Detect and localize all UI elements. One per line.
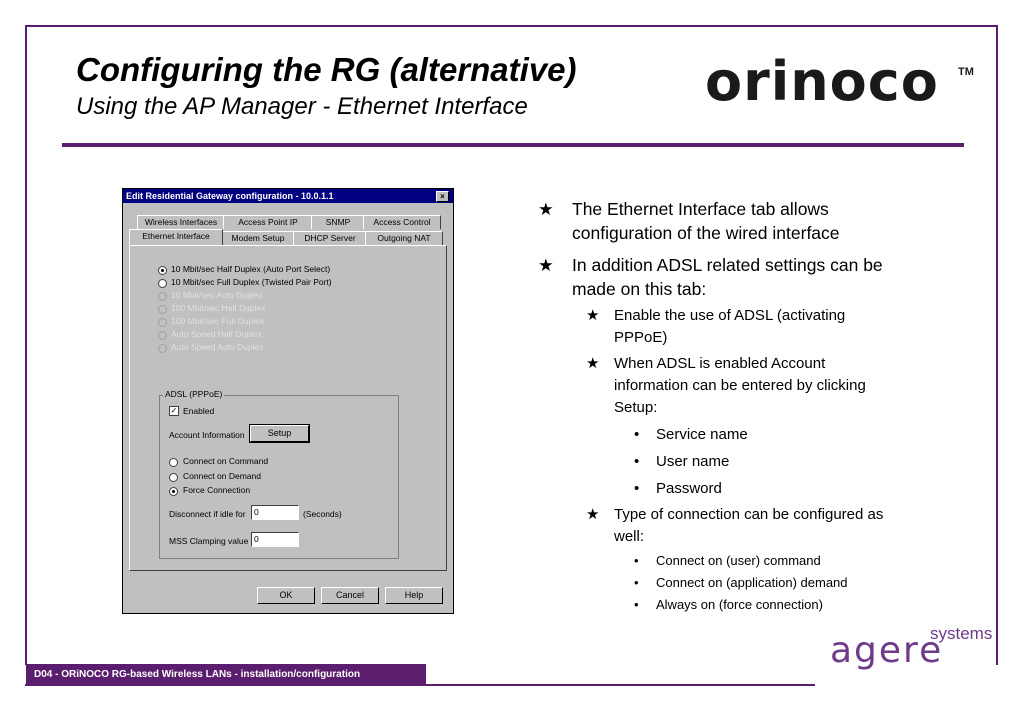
bullet-text: configuration of the wired interface xyxy=(572,223,840,243)
bullet-text: PPPoE) xyxy=(614,329,668,346)
bullet-text: Connect on (application) demand xyxy=(656,575,848,590)
dot-bullet-icon: • xyxy=(634,480,640,497)
dialog-title: Edit Residential Gateway configuration - 10.0.1.1 xyxy=(126,191,334,201)
tab-wireless-interfaces[interactable]: Wireless Interfaces xyxy=(137,215,225,229)
tab-access-control[interactable]: Access Control xyxy=(363,215,441,229)
speed-radio-2[interactable] xyxy=(158,279,167,288)
speed-option-2: 10 Mbit/sec Full Duplex (Twisted Pair Port) xyxy=(171,277,332,287)
dot-bullet-icon: • xyxy=(634,426,640,443)
trademark-mark: TM xyxy=(958,66,974,78)
speed-radio-3 xyxy=(158,292,167,301)
bullet-text: information can be entered by clicking xyxy=(614,377,866,394)
bullet-text: made on this tab: xyxy=(572,279,707,299)
tab-modem-setup[interactable]: Modem Setup xyxy=(221,231,295,245)
speed-option-6: Auto Speed Half Duplex xyxy=(171,329,262,339)
rg-config-dialog xyxy=(122,188,454,614)
bullet-text: In addition ADSL related settings can be xyxy=(572,255,883,275)
agere-logo xyxy=(830,624,1005,693)
enabled-label: Enabled xyxy=(183,406,215,416)
ok-button[interactable]: OK xyxy=(257,587,315,604)
speed-radio-4 xyxy=(158,305,167,314)
adsl-group-label: ADSL (PPPoE) xyxy=(165,389,223,399)
force-connection-radio[interactable] xyxy=(169,487,178,496)
idle-label: Disconnect if idle for xyxy=(169,509,246,519)
title-rule xyxy=(62,143,964,147)
connect-demand-label: Connect on Demand xyxy=(183,471,261,481)
bullet-text: Enable the use of ADSL (activating xyxy=(614,307,846,324)
speed-radio-1[interactable] xyxy=(158,266,167,275)
idle-input[interactable]: 0 xyxy=(251,505,299,520)
star-bullet-icon: ★ xyxy=(538,255,554,275)
speed-radio-6 xyxy=(158,331,167,340)
mss-label: MSS Clamping value xyxy=(169,536,249,546)
dot-bullet-icon: • xyxy=(634,553,639,568)
bullet-text: When ADSL is enabled Account xyxy=(614,355,826,372)
bullet-text: The Ethernet Interface tab allows xyxy=(572,199,829,219)
close-icon[interactable]: × xyxy=(436,191,449,202)
tab-dhcp-server[interactable]: DHCP Server xyxy=(293,231,367,245)
slide-title: Configuring the RG (alternative) xyxy=(76,51,577,88)
dot-bullet-icon: • xyxy=(634,575,639,590)
speed-option-3: 10 Mbit/sec Auto Duplex xyxy=(171,290,263,300)
dot-bullet-icon: • xyxy=(634,453,640,470)
tab-snmp[interactable]: SNMP xyxy=(311,215,365,229)
cancel-button[interactable]: Cancel xyxy=(321,587,379,604)
force-connection-label: Force Connection xyxy=(183,485,251,495)
connect-demand-radio[interactable] xyxy=(169,473,178,482)
star-bullet-icon: ★ xyxy=(586,506,600,523)
bullet-text: Type of connection can be configured as xyxy=(614,506,884,523)
star-bullet-icon: ★ xyxy=(586,355,600,372)
bullet-text: User name xyxy=(656,453,730,470)
help-button[interactable]: Help xyxy=(385,587,443,604)
setup-button[interactable]: Setup xyxy=(250,425,309,442)
footer-label: D04 - ORiNOCO RG-based Wireless LANs - installation/configuration xyxy=(26,664,426,686)
bullet-text: Always on (force connection) xyxy=(656,597,823,612)
account-information-label: Account Information xyxy=(169,430,245,440)
speed-radio-7 xyxy=(158,344,167,353)
tab-access-point-ip[interactable]: Access Point IP xyxy=(223,215,313,229)
orinoco-logo: orinoco xyxy=(705,50,939,113)
star-bullet-icon: ★ xyxy=(538,199,554,219)
tab-outgoing-nat[interactable]: Outgoing NAT xyxy=(365,231,443,245)
bullet-text: Connect on (user) command xyxy=(656,553,821,568)
speed-option-1: 10 Mbit/sec Half Duplex (Auto Port Select) xyxy=(171,264,331,274)
speed-radio-5 xyxy=(158,318,167,327)
speed-option-5: 100 Mbit/sec Full Duplex xyxy=(171,316,265,326)
connect-command-radio[interactable] xyxy=(169,458,178,467)
bullet-text: well: xyxy=(614,528,645,545)
speed-option-7: Auto Speed Auto Duplex xyxy=(171,342,264,352)
bullet-text: Setup: xyxy=(614,399,658,416)
enabled-checkbox[interactable]: ✓ xyxy=(170,406,178,415)
star-bullet-icon: ★ xyxy=(586,307,600,324)
bullet-text: Password xyxy=(656,480,722,497)
agere-logo-word: agere xyxy=(830,630,944,671)
dot-bullet-icon: • xyxy=(634,597,639,612)
dialog-title-bar xyxy=(123,189,453,203)
mss-input[interactable]: 0 xyxy=(251,532,299,547)
speed-option-4: 100 Mbit/sec Half Duplex xyxy=(171,303,266,313)
tab-ethernet-interface[interactable]: Ethernet Interface xyxy=(129,229,223,245)
agere-logo-sub: systems xyxy=(930,624,993,643)
idle-unit-label: (Seconds) xyxy=(303,509,342,519)
connect-command-label: Connect on Command xyxy=(183,456,269,466)
bullet-text: Service name xyxy=(656,426,748,443)
slide-subtitle: Using the AP Manager - Ethernet Interface xyxy=(76,93,528,120)
